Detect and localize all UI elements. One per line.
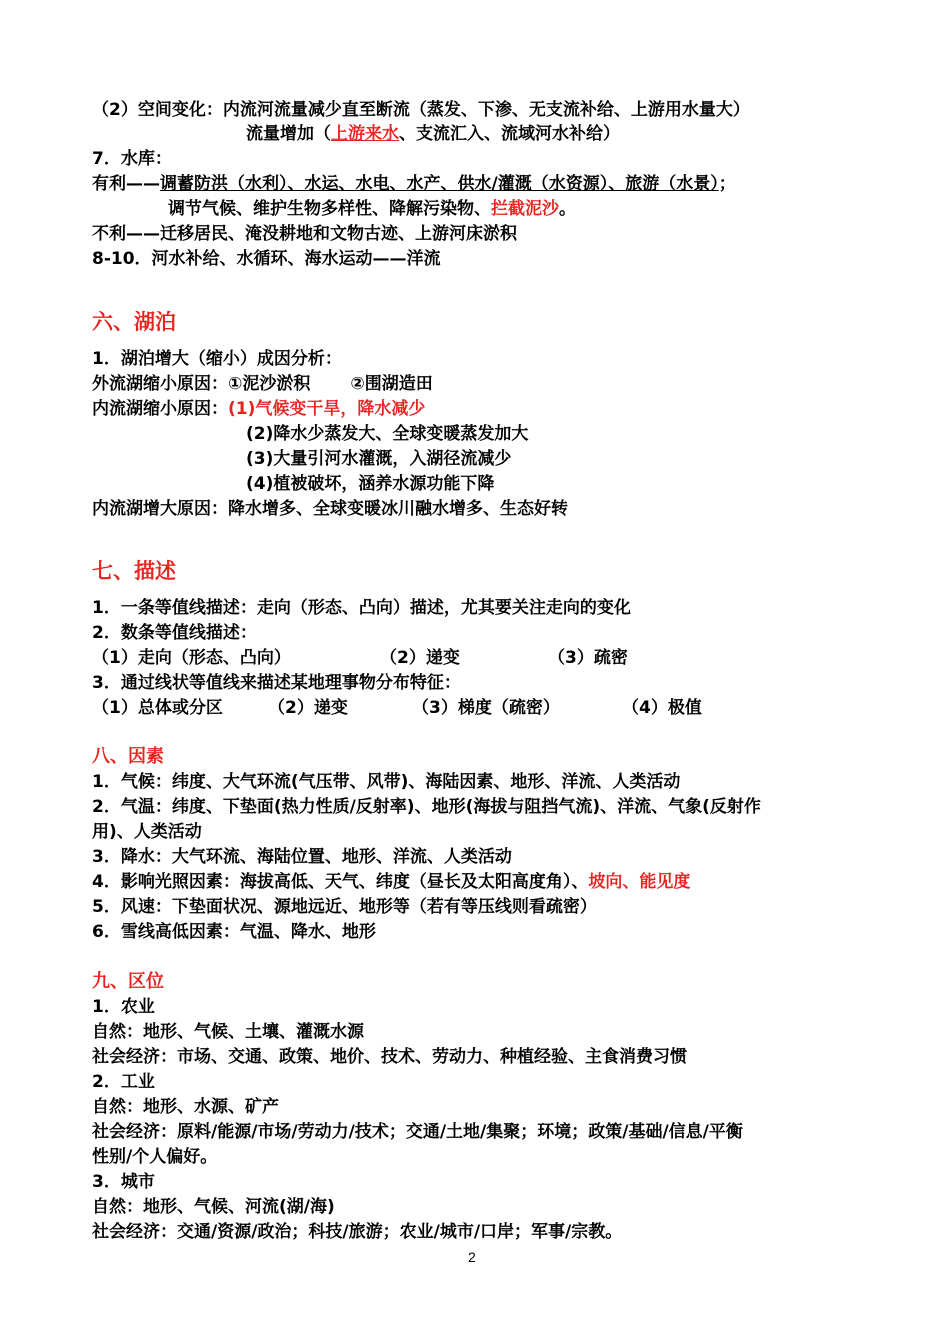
text-line: 8-10．河水补给、水循环、海水运动——洋流 <box>92 249 441 269</box>
text-line <box>92 372 433 397</box>
text-span: ②围湖造田 <box>350 374 433 394</box>
section-heading: 九、区位 <box>92 971 164 992</box>
text-span: 、支流汇入、流域河水补给） <box>399 124 620 144</box>
text-line: （2）递变 <box>268 698 348 718</box>
highlight-text: 拦截泥沙 <box>491 199 559 219</box>
text-line: 2．工业 <box>92 1072 155 1092</box>
text-span: 有利—— <box>92 174 160 194</box>
highlight-text: (1)气候变干旱，降水减少 <box>228 399 426 419</box>
text-line <box>92 397 425 422</box>
text-line: （3）疏密 <box>548 648 628 668</box>
text-line: 内流湖增大原因：降水增多、全球变暖冰川融水增多、生态好转 <box>92 499 568 519</box>
text-span: 外流湖缩小原因：①泥沙淤积 <box>92 374 311 394</box>
text-line: （2）递变 <box>380 648 460 668</box>
text-line: 1．气候：纬度、大气环流(气压带、风带)、海陆因素、地形、洋流、人类活动 <box>92 772 681 792</box>
text-line: (3)大量引河水灌溉，入湖径流减少 <box>246 449 512 469</box>
text-line: （4）极值 <box>622 698 702 718</box>
text-line: （1）总体或分区 <box>92 698 223 718</box>
underlined-text: 调蓄防洪（水利）、水运、水电、水产、供水/灌溉（水资源）、旅游（水景） <box>160 174 719 194</box>
text-line: 3．降水：大气环流、海陆位置、地形、洋流、人类活动 <box>92 847 512 867</box>
text-span: （1）走向（形态、凸向） <box>92 648 291 668</box>
text-line: 社会经济：原料/能源/市场/劳动力/技术；交通/土地/集聚；环境；政策/基础/信息/平衡 <box>92 1122 743 1142</box>
text-line: 用)、人类活动 <box>92 822 202 842</box>
text-span: 4．影响光照因素：海拔高低、天气、纬度（昼长及太阳高度角）、 <box>92 872 589 892</box>
text-line: (4)植被破坏，涵养水源功能下降 <box>246 474 495 494</box>
highlight-text: 上游来水 <box>331 124 399 144</box>
section-heading: 八、因素 <box>92 746 164 767</box>
text-line: 1．农业 <box>92 997 155 1017</box>
text-line: 自然：地形、水源、矿产 <box>92 1097 279 1117</box>
text-line: 2．气温：纬度、下垫面(热力性质/反射率)、地形(海拔与阻挡气流)、洋流、气象(反射作 <box>92 797 761 817</box>
text-line <box>92 172 736 197</box>
text-line: （2）空间变化：内流河流量减少直至断流（蒸发、下渗、无支流补给、上游用水量大） <box>92 100 750 120</box>
page-number: 2 <box>468 1249 476 1265</box>
text-line: 5．风速：下垫面状况、源地远近、地形等（若有等压线则看疏密） <box>92 897 597 917</box>
text-span: 流量增加（ <box>246 124 331 144</box>
text-line <box>246 122 620 147</box>
text-line: 不利——迁移居民、淹没耕地和文物古迹、上游河床淤积 <box>92 224 517 244</box>
text-span: 。 <box>559 199 576 219</box>
text-line: 3．通过线状等值线来描述某地理事物分布特征： <box>92 673 461 693</box>
section-heading: 七、描述 <box>92 559 176 583</box>
text-line: 性别/个人偏好。 <box>92 1147 218 1167</box>
text-span: 内流湖缩小原因： <box>92 399 228 419</box>
text-line: 自然：地形、气候、土壤、灌溉水源 <box>92 1022 364 1042</box>
text-line <box>168 197 576 222</box>
text-line: 社会经济：交通/资源/政治；科技/旅游；农业/城市/口岸；军事/宗教。 <box>92 1222 623 1242</box>
text-line: 6．雪线高低因素：气温、降水、地形 <box>92 922 376 942</box>
text-line <box>92 646 291 671</box>
text-line: 3．城市 <box>92 1172 155 1192</box>
text-line: 1．一条等值线描述：走向（形态、凸向）描述，尤其要关注走向的变化 <box>92 598 631 618</box>
text-span: 调节气候、维护生物多样性、降解污染物、 <box>168 199 491 219</box>
text-span: ； <box>718 174 736 194</box>
text-line: 自然：地形、气候、河流(湖/海) <box>92 1197 335 1217</box>
text-line <box>92 870 690 895</box>
text-line: (2)降水少蒸发大、全球变暖蒸发加大 <box>246 424 529 444</box>
text-line: 2．数条等值线描述： <box>92 623 257 643</box>
text-line: 社会经济：市场、交通、政策、地价、技术、劳动力、种植经验、主食消费习惯 <box>92 1047 687 1067</box>
text-line: 7．水库： <box>92 149 172 169</box>
highlight-text: 坡向、能见度 <box>588 872 691 892</box>
text-line: （3）梯度（疏密） <box>412 698 560 718</box>
text-line: 1．湖泊增大（缩小）成因分析： <box>92 349 342 369</box>
section-heading: 六、湖泊 <box>92 310 176 334</box>
